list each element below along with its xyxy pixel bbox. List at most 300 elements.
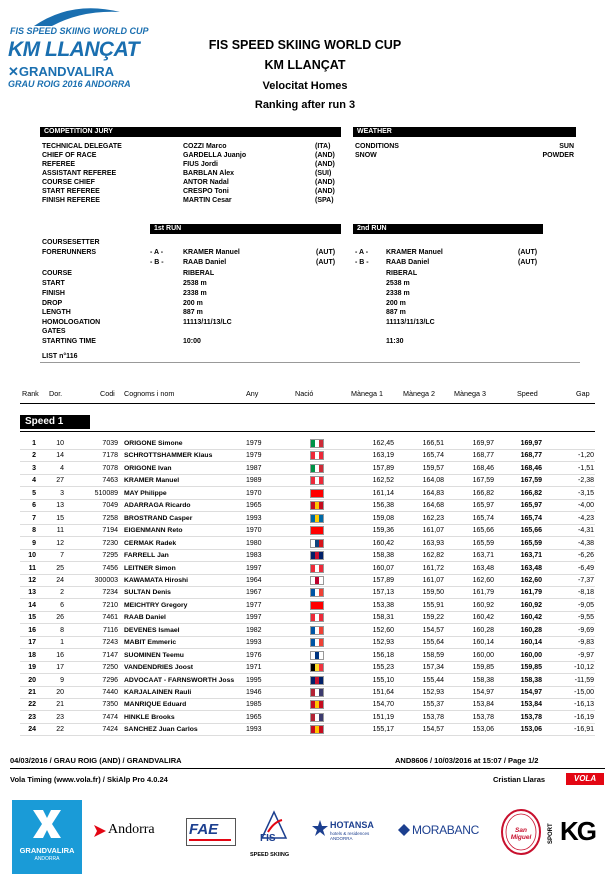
run3-cell: 168,46 [472,464,494,472]
hotansa-logo [312,818,384,846]
jury-nation: (AND) [315,179,335,186]
dorsal-cell: 6 [60,601,64,609]
dorsal-cell: 15 [56,514,64,522]
nation-flag-icon [310,613,324,622]
run1-cell: 151,64 [372,689,394,696]
name-cell: ORIGONE Simone [124,440,183,447]
forerunner-name: KRAMER Manuel [183,249,240,256]
name-cell: SUOMINEN Teemu [124,651,184,659]
rank-cell: 13 [28,589,36,597]
row-divider [20,735,595,736]
rank-cell: 19 [28,664,36,672]
rank-cell: 5 [32,489,36,497]
gap-cell: -6,49 [578,564,594,572]
run1-cell: 152,60 [372,626,394,634]
dorsal-cell: 2 [60,589,64,597]
code-cell: 7456 [102,564,118,572]
rank-cell: 3 [32,464,36,472]
gap-cell: -16,13 [574,701,594,709]
dorsal-cell: 12 [56,539,64,547]
nation-flag-icon [310,601,324,610]
category: Velocitat Homes [262,80,348,92]
group-divider [20,431,595,432]
gap-cell: -9,83 [578,639,594,647]
run2-cell: 165,74 [422,452,444,460]
run1-cell: 155,10 [372,676,394,684]
nation-flag-icon [310,663,324,672]
run1-cell: 162,45 [372,440,394,447]
run2-cell: 164,08 [422,477,444,485]
name-cell: MAY Philippe [124,489,167,497]
table-row [0,474,609,487]
run3-cell: 166,82 [472,489,494,497]
jury-role: TECHNICAL DELEGATE [42,143,122,150]
gap-cell: -9,55 [578,614,594,622]
run1-cell: 155,17 [372,726,394,734]
forerunner-name: KRAMER Manuel [386,249,443,256]
code-cell: 510089 [94,489,118,497]
nation-flag-icon [310,501,324,510]
name-cell: MEICHTRY Gregory [124,601,188,609]
weather-section-title: WEATHER [353,127,576,137]
name-cell: KARJALAINEN Rauli [124,689,192,696]
year-cell: 1971 [246,664,262,672]
run2-drop: 200 m [386,300,406,307]
hotansa-text: HOTANSA [330,820,374,830]
gap-cell: -10,12 [574,664,594,672]
dorsal-cell: 7 [60,552,64,560]
run1-cell: 153,38 [372,601,394,609]
run3-cell: 167,59 [472,477,494,485]
col-run2: Mànega 2 [403,389,435,398]
year-cell: 1976 [246,651,262,659]
table-row [0,599,609,612]
jury-nation: (SPA) [315,197,334,204]
speed-cell: 159,85 [520,664,542,672]
grandvalira-logo [12,800,82,874]
name-cell: RAAB Daniel [124,614,166,622]
table-row [0,624,609,637]
year-cell: 1989 [246,477,262,485]
logo-line3: ✕GRANDVALIRA [8,64,114,79]
table-row [0,537,609,550]
run1-cell: 161,14 [372,489,394,497]
jury-role: ASSISTANT REFEREE [42,170,117,177]
run1-cell: 162,52 [372,477,394,485]
andorra-mark-icon [92,825,106,837]
run3-cell: 153,06 [472,726,494,734]
hotansa-star-icon [312,820,328,836]
name-cell: VANDENDRIES Joost [124,664,193,672]
code-cell: 7147 [102,651,118,659]
nation-flag-icon [310,439,324,448]
name-cell: SULTAN Denis [124,589,171,597]
run3-cell: 165,97 [472,502,494,510]
year-cell: 1997 [246,614,262,622]
code-cell: 7049 [102,502,118,510]
speed-cell: 160,14 [520,639,542,647]
nation-flag-icon [310,626,324,635]
table-row [0,437,609,450]
jury-name: MARTIN Cesar [183,197,232,204]
rank-cell: 14 [28,601,36,609]
run2-cell: 152,93 [422,689,444,696]
run1-cell: 158,38 [372,552,394,560]
run2-cell: 164,83 [422,489,444,497]
hotansa-subtext: hotels & residences ANDORRA [330,831,370,841]
run1-course: RIBERAL [183,270,215,277]
run1-cell: 156,18 [372,651,394,659]
gap-cell: -3,15 [578,489,594,497]
rank-cell: 18 [28,651,36,659]
table-row [0,449,609,462]
code-cell: 7078 [102,464,118,472]
run1-cell: 157,13 [372,589,394,597]
table-row [0,711,609,724]
jury-role: FINISH REFEREE [42,197,100,204]
run2-cell: 155,44 [422,676,444,684]
gap-cell: -8,18 [578,589,594,597]
dorsal-cell: 26 [56,614,64,622]
coursesetter-label: COURSESETTER [42,239,100,246]
group-label: Speed 1 [20,415,90,429]
rank-cell: 17 [28,639,36,647]
fae-stripe [189,839,231,841]
speed-cell: 153,06 [520,726,542,734]
year-cell: 1979 [246,452,262,460]
jury-name: COZZI Marco [183,143,227,150]
run3-cell: 153,78 [472,713,494,721]
run3-cell: 169,97 [472,440,494,447]
results-table [0,437,609,737]
gap-cell: -4,23 [578,514,594,522]
year-cell: 1946 [246,689,262,696]
run2-cell: 161,07 [422,527,444,535]
rank-cell: 15 [28,614,36,622]
rank-cell: 21 [28,689,36,696]
rank-cell: 16 [28,626,36,634]
year-cell: 1964 [246,576,262,584]
year-cell: 1993 [246,726,262,734]
speed-cell: 165,59 [520,539,542,547]
nation-flag-icon [310,464,324,473]
run1-cell: 156,38 [372,502,394,510]
run3-cell: 160,00 [472,651,494,659]
fis-subtext: SPEED SKIING [250,852,290,858]
name-cell: SCHROTTSHAMMER Klaus [124,452,213,460]
run3-cell: 165,59 [472,539,494,547]
run3-cell: 160,92 [472,601,494,609]
jury-name: FIUS Jordi [183,161,219,168]
code-cell: 7116 [102,626,118,634]
run2-course: RIBERAL [386,270,418,277]
col-run3: Mànega 3 [454,389,486,398]
table-row [0,487,609,500]
run3-cell: 160,42 [472,614,494,622]
vola-logo: VOLA [566,773,604,785]
footer-operator: Cristian Llaras [493,775,546,784]
grandvalira-subtext: ANDORRA [34,856,60,862]
year-cell: 1970 [246,489,262,497]
table-row [0,723,609,736]
speed-cell: 165,74 [520,514,542,522]
sport-label [548,814,556,854]
col-run1: Mànega 1 [351,389,383,398]
sponsor-bar [0,800,609,874]
footer-timing: Vola Timing (www.vola.fr) / SkiAlp Pro 4.0.24 [10,775,168,784]
table-row [0,674,609,687]
morabanc-diamond-icon [398,824,410,836]
nation-flag-icon [310,564,324,573]
jury-section-title: COMPETITION JURY [40,127,341,137]
col-rank: Rank [22,389,39,398]
morabanc-logo [398,822,490,842]
rank-cell: 11 [28,564,36,572]
gap-cell: -16,91 [574,726,594,734]
run3-cell: 154,97 [472,689,494,696]
nation-flag-icon [310,514,324,523]
jury-nation: (ITA) [315,143,331,150]
kg-logo: KG [560,816,595,846]
nation-flag-icon [310,713,324,722]
andorra-logo [92,822,172,842]
dorsal-cell: 4 [60,464,64,472]
code-cell: 300003 [94,576,118,584]
footer-doc-ref: AND8606 / 10/03/2016 at 15:07 / Page 1/2 [395,756,539,765]
run3-cell: 165,74 [472,514,494,522]
run1-cell: 160,42 [372,539,394,547]
gap-cell: -9,97 [578,651,594,659]
run1-cell: 157,89 [372,576,394,584]
jury-nation: (AND) [315,152,335,159]
col-code: Codi [100,389,115,398]
forerunner-tag: - A - [355,249,369,256]
year-cell: 1967 [246,589,262,597]
page-title: FIS SPEED SKIING WORLD CUP [208,38,402,52]
code-cell: 7350 [102,701,118,709]
starting-time-label: STARTING TIME [42,338,96,345]
run2-cell: 155,64 [422,639,444,647]
rank-cell: 7 [32,514,36,522]
dorsal-cell: 20 [56,689,64,696]
run1-section-title: 1st RUN [150,224,341,234]
gap-cell: -7,37 [578,576,594,584]
run3-cell: 165,66 [472,527,494,535]
speed-cell: 161,79 [520,589,542,597]
run3-cell: 158,38 [472,676,494,684]
code-cell: 7210 [102,601,118,609]
dorsal-cell: 21 [56,701,64,709]
year-cell: 1979 [246,440,262,447]
run1-cell: 154,70 [372,701,394,709]
forerunner-tag: - B - [150,259,164,266]
table-row [0,524,609,537]
speed-cell: 166,82 [520,489,542,497]
rank-cell: 4 [32,477,36,485]
year-cell: 1993 [246,514,262,522]
gap-cell: -9,69 [578,626,594,634]
name-cell: BROSTRAND Casper [124,514,193,522]
year-cell: 1965 [246,502,262,510]
rank-cell: 1 [32,440,36,447]
ranking-label: Ranking after run 3 [254,99,356,111]
dorsal-cell: 14 [56,452,64,460]
dorsal-cell: 17 [56,664,64,672]
run2-homologation: 11113/11/13/LC [386,319,435,326]
run3-cell: 163,48 [472,564,494,572]
run1-cell: 151,19 [372,713,394,721]
run3-cell: 163,71 [472,552,494,560]
code-cell: 7230 [102,539,118,547]
sport-text: SPORT [548,823,554,844]
dorsal-cell: 3 [60,489,64,497]
run2-cell: 161,07 [422,576,444,584]
name-cell: FARRELL Jan [124,552,169,560]
gap-cell: -15,00 [574,689,594,696]
dorsal-cell: 13 [56,502,64,510]
run3-cell: 161,79 [472,589,494,597]
list-number: LIST n°116 [42,353,78,360]
forerunner-nation: (AUT) [518,249,538,256]
run2-cell: 159,22 [422,614,444,622]
course-label: COURSE [42,270,72,277]
jury-nation: (AND) [315,188,335,195]
jury-role: COURSE CHIEF [42,179,95,186]
forerunner-nation: (AUT) [316,259,336,266]
run2-cell: 162,23 [422,514,444,522]
morabanc-text: MORABANC [412,823,479,837]
run3-cell: 162,60 [472,576,494,584]
speed-cell: 153,84 [520,701,542,709]
speed-cell: 160,92 [520,601,542,609]
homologation-label: HOMOLOGATION [42,319,101,326]
footer-date-place: 04/03/2016 / GRAU ROIG (AND) / GRANDVALIRA [10,756,182,765]
speed-cell: 162,60 [520,576,542,584]
run2-cell: 166,51 [422,440,444,447]
run2-cell: 154,57 [422,726,444,734]
nation-flag-icon [310,676,324,685]
code-cell: 7296 [102,676,118,684]
run2-cell: 158,59 [422,651,444,659]
table-row [0,636,609,649]
run2-starting-time: 11:30 [386,338,404,345]
rank-cell: 22 [28,701,36,709]
nation-flag-icon [310,700,324,709]
table-row [0,686,609,699]
finish-label: FINISH [42,290,65,297]
code-cell: 7234 [102,589,118,597]
nation-flag-icon [310,576,324,585]
col-gap: Gap [576,389,590,398]
speed-cell: 160,28 [520,626,542,634]
run3-cell: 153,84 [472,701,494,709]
year-cell: 1970 [246,527,262,535]
year-cell: 1965 [246,713,262,721]
dorsal-cell: 10 [56,440,64,447]
jury-nation: (AND) [315,161,335,168]
rank-cell: 2 [32,452,36,460]
forerunners-label: FORERUNNERS [42,249,97,256]
name-cell: SANCHEZ Juan Carlos [124,726,198,734]
year-cell: 1983 [246,552,262,560]
fis-logo [250,810,296,862]
jury-name: BARBLAN Alex [183,170,235,177]
forerunner-tag: - B - [355,259,369,266]
code-cell: 7258 [102,514,118,522]
run1-cell: 159,36 [372,527,394,535]
run1-cell: 160,07 [372,564,394,572]
speed-cell: 169,97 [520,440,542,447]
logo-line2: KM LLANÇAT [8,38,140,61]
col-nation: Nació [295,389,314,398]
nation-flag-icon [310,539,324,548]
run2-cell: 161,72 [422,564,444,572]
run1-cell: 152,93 [372,639,394,647]
name-cell: MABIT Emmeric [124,639,177,647]
start-label: START [42,280,65,287]
run1-homologation: 11113/11/13/LC [183,319,232,326]
rank-cell: 12 [28,576,36,584]
run2-start: 2538 m [386,280,410,287]
run2-cell: 157,34 [422,664,444,672]
table-row [0,611,609,624]
weather-value: SUN [559,143,574,150]
run1-cell: 163,19 [372,452,394,460]
table-row [0,462,609,475]
run2-cell: 155,91 [422,601,444,609]
logo-line1: FIS SPEED SKIING WORLD CUP [10,26,149,36]
jury-name: CRESPO Toni [183,188,229,195]
name-cell: KRAMER Manuel [124,477,180,485]
weather-label: CONDITIONS [355,143,399,150]
run1-cell: 155,23 [372,664,394,672]
nation-flag-icon [310,651,324,660]
year-cell: 1993 [246,639,262,647]
name-cell: HINKLE Brooks [124,713,175,721]
code-cell: 7461 [102,614,118,622]
rank-cell: 9 [32,539,36,547]
dorsal-cell: 8 [60,626,64,634]
speed-cell: 168,46 [520,464,542,472]
grandvalira-x-icon [29,806,65,842]
name-cell: ORIGONE Ivan [124,464,172,472]
speed-cell: 165,97 [520,502,542,510]
name-cell: ADVOCAAT - FARNSWORTH Joss [124,676,235,684]
speed-cell: 167,59 [520,477,542,485]
header-divider [20,403,595,404]
jury-role: CHIEF OF RACE [42,152,97,159]
nation-flag-icon [310,688,324,697]
run3-cell: 168,77 [472,452,494,460]
forerunner-name: RAAB Daniel [386,259,430,266]
run2-finish: 2338 m [386,290,410,297]
col-name: Cognoms i nom [124,389,175,398]
run3-cell: 159,85 [472,664,494,672]
code-cell: 7178 [102,452,118,460]
rank-cell: 24 [28,726,36,734]
rank-cell: 8 [32,527,36,535]
speed-cell: 163,48 [520,564,542,572]
run1-starting-time: 10:00 [183,338,201,345]
run1-drop: 200 m [183,300,203,307]
name-cell: LEITNER Simon [124,564,176,572]
rank-cell: 23 [28,713,36,721]
run1-finish: 2338 m [183,290,207,297]
ski-swoosh-icon [32,6,122,28]
table-row [0,549,609,562]
speed-cell: 154,97 [520,689,542,696]
drop-label: DROP [42,300,63,307]
